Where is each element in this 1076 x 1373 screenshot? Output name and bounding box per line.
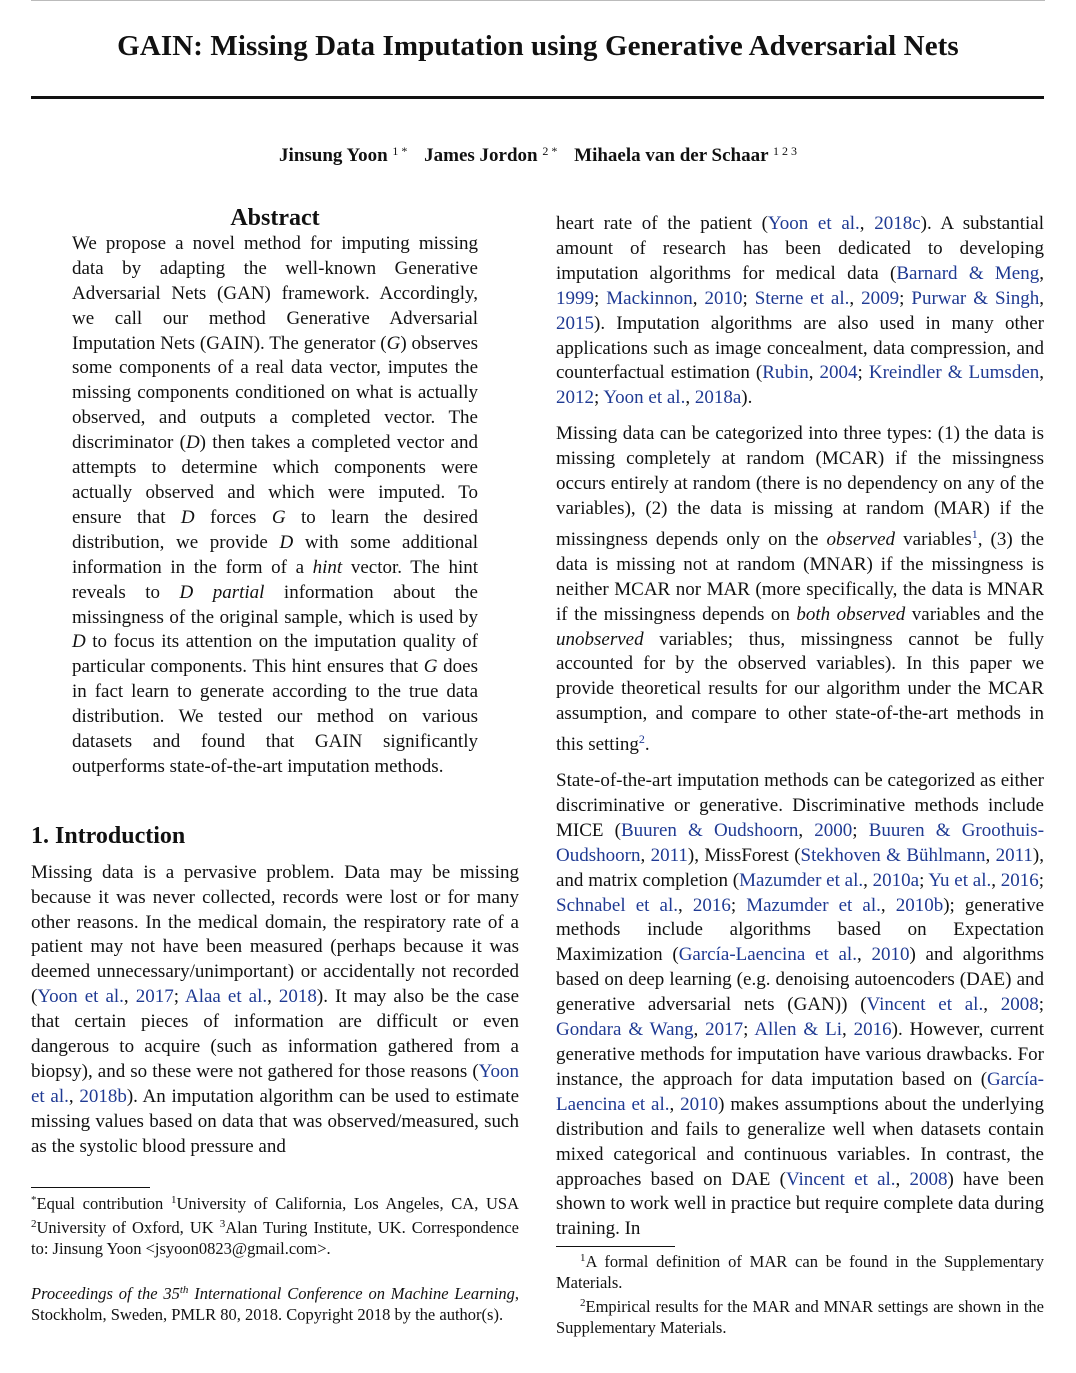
footnote-mark: 2 [31,1218,37,1230]
emphasis: partial [212,581,265,603]
text-run: Alan Turing Institute, UK. Correspondence to: Jinsung Yoon <jsyoon0823@gmail.com>. [31,1218,519,1258]
citation-link[interactable]: Vincent et al. [866,994,984,1016]
text-run: ; [857,362,869,384]
citation-link[interactable]: Yoon et al. [31,1061,519,1107]
text-run: th [179,1284,189,1296]
text-run: variables [895,528,972,550]
text-run: , [123,986,136,1008]
footnote-text: Empirical results for the MAR and MNAR settings are shown in the Supplementary Materials. [556,1297,1044,1337]
title-rule [31,96,1044,99]
author-affiliation: 1 2 3 [772,144,797,158]
citation-link[interactable]: 2010a [872,869,920,891]
text-run: ) have been shown to work well in practice but require complete data during training. In [556,1168,1044,1240]
text-run: ); generative methods include algorithms based on Expectation Maximization ( [556,894,1045,966]
text-run: ; [743,1019,755,1041]
text-run: Missing data can be categorized into three types: (1) the data is missing completely at random (MCAR) if the missingness occurs entirely at random (there is no dependency on any of the variables), (2) the data is missing at random (MAR) if the missingness depends only on the [556,423,1044,550]
citation-link[interactable]: 2018c [874,213,921,234]
emphasis: observed [826,528,896,550]
author-name-text: Mihaela van der Schaar [574,145,769,166]
intro-paragraph-3 [556,769,1044,1242]
text-run: , [849,287,862,309]
footnote-mark: 2 [580,1297,586,1309]
text-run: ; [742,287,755,309]
citation-link[interactable]: 2016 [1000,869,1039,891]
author-affiliation: 2 * [542,144,558,158]
text-run: We propose a novel method for imputing missing data by adapting the well-known Generative Adversarial Nets (GAN) framework. Accordingly, we call our method Generative Adversarial Imputation Nets (GAIN). The generator ( [72,232,478,354]
text-run: Proceedings of the [31,1284,164,1303]
text-run: , [1039,262,1044,284]
author-name [424,145,557,166]
math-symbol: G [386,332,401,354]
text-run: , [640,844,651,866]
intro-p1-left-tail: ). An imputation algorithm can be used to estimate missing values based on data that was observed/measured, such as the systolic blood pressure and [31,1085,520,1157]
text-run: , [693,1019,706,1041]
text-run: ; [899,287,912,309]
intro-p1-right-head: heart rate of the patient ( [556,213,768,234]
math-symbol: D [179,581,194,603]
text-run: ; [919,869,929,891]
text-run: ), and matrix completion ( [556,844,1044,891]
proceedings-note [31,1280,519,1325]
footnote-link[interactable]: 1 [971,526,978,541]
citation-link[interactable]: 2010 [704,287,743,309]
abstract-heading: Abstract [230,205,320,231]
text-run [193,582,212,603]
citation-link[interactable]: 1999 [556,287,594,309]
text-run: , [68,1085,80,1107]
text-run: , [692,287,705,309]
text-run: , [859,213,875,234]
citation-link[interactable]: 2011 [650,844,688,866]
left-footnotes [31,1187,519,1325]
citation-link[interactable]: Stekhoven & Bühlmann [800,844,986,866]
text-run: ), MissForest ( [687,844,801,866]
text-run: , [842,1019,854,1041]
math-symbol: D [279,531,294,553]
author-affiliation: 1 * [392,144,408,158]
text-run: , [983,994,1001,1016]
emphasis: hint [312,556,343,578]
math-symbol: G [423,656,438,678]
text-run: , [678,894,693,916]
citation-link[interactable]: 2011 [995,844,1033,866]
top-rule [31,0,1045,1]
text-run: vector. The hint reveals to [72,556,479,603]
text-run: . [644,734,650,756]
text-run: , [808,362,820,384]
citation-link[interactable]: Yoon et al. [767,213,860,234]
citation-link[interactable]: 2000 [814,819,853,841]
text-run: information about the missingness of the original sample, which is used by [72,581,478,628]
footnote-mark: 1 [580,1252,586,1264]
author-list [0,144,1076,167]
text-run: , [880,894,896,916]
citation-link[interactable]: 2018a [694,387,742,409]
citation-link[interactable]: Barnard & Meng [896,262,1040,284]
citation-link[interactable]: Vincent et al. [785,1168,896,1190]
footnote-mark: 3 [219,1218,226,1230]
text-run: ; [730,894,747,916]
citation-link[interactable]: Buuren & Groothuis-Oudshoorn [556,819,1045,866]
emphasis: unobserved [556,628,644,650]
citation-link[interactable]: 2015 [556,312,594,334]
footnote-rule [556,1246,675,1247]
text-run: , [1039,362,1045,384]
text-run: ; [173,986,185,1008]
citation-link[interactable]: Mazumder et al. [746,894,881,916]
citation-link[interactable]: García-Laencina et al. [556,1068,1044,1115]
citation-link[interactable]: Sterne et al. [754,287,850,309]
citation-link[interactable]: 2010 [871,944,910,966]
text-run: ; [594,287,607,309]
text-run: ). [741,387,753,409]
text-run: forces [194,506,272,528]
text-run: University of California, Los Angeles, CA, USA [176,1194,519,1213]
citation-link[interactable]: 2008 [909,1168,948,1190]
citation-link[interactable]: Rubin [762,362,809,384]
section-heading-introduction: 1. Introduction [31,822,186,849]
paragraph-gap [556,411,1044,422]
footnote-mark: 1 [170,1194,177,1206]
right-column [556,212,1044,1242]
text-run: , [991,869,1001,891]
text-run: , [267,986,279,1008]
text-run: University of Oxford, UK [36,1218,220,1237]
citation-link[interactable]: Schnabel et al. [556,894,678,916]
text-run: variables; thus, missingness cannot be fully accounted for by the observed variables). In this paper we provide theoretical results for our algorithm under the MCAR assumption, and compare to other state-of-the-art methods in this setting [556,628,1044,756]
left-column [31,206,519,1160]
text-run: , [1039,287,1045,309]
math-symbol: D [185,432,200,454]
text-run: , Stockholm, Sweden, PMLR 80, 2018. Copyright 2018 by the author(s). [31,1284,520,1324]
author-name-text: Jinsung Yoon [279,145,388,166]
text-run: ; [852,819,869,841]
footnote-rule [31,1187,150,1188]
author-name [574,145,797,166]
intro-paragraph-1 [31,861,519,1160]
footnote-list [556,1248,1044,1338]
text-run: with some additional information in the form of a [72,531,478,578]
citation-link[interactable]: Yoon et al. [37,986,124,1008]
text-run: ). Imputation algorithms are also used in many other applications such as image concealment, data compression, and counterfactual estimation ( [556,312,1044,384]
citation-link[interactable]: 2016 [692,894,731,916]
text-run: , [685,387,695,409]
citation-link[interactable]: 2018 [278,986,317,1008]
text-run: variables and the [905,603,1044,625]
citation-link[interactable]: Allen & Li [754,1019,843,1041]
citation-link[interactable]: 2018b [79,1085,127,1107]
text-run: , [798,819,815,841]
intro-paragraph-2 [556,422,1044,758]
citation-link[interactable]: Mazumder et al. [739,869,864,891]
abstract [72,232,478,780]
citation-link[interactable]: Mackinnon [606,287,693,309]
citation-link[interactable]: García-Laencina et al. [678,944,857,966]
text-run: Equal contribution [36,1194,171,1213]
text-run: Missing data is a pervasive problem. Data may be missing because it was never collected, records were lost or for many other reasons. In the medical domain, the respiratory rate of a patient may not have been measured (perhaps because it was deemed unnecessary/unimportant) or accidentally not recorded ( [31,861,519,1008]
text-run: , [856,944,872,966]
text-run: State-of-the-art imputation methods can be categorized as either discriminative or generative. Discriminative methods include MICE ( [556,770,1044,841]
text-run: , (3) the data is missing not at random (MNAR) if the missingness is neither MCAR nor MAR (more specifically, the data is MNAR if the missingness depends on [556,528,1044,625]
affiliations-footnote [31,1190,519,1325]
citation-link[interactable]: 2009 [861,287,900,309]
citation-link[interactable]: Yoon et al. [603,387,686,409]
text-run: ) then takes a completed vector and attempts to determine which components were actually observed and which were imputed. To ensure that [72,432,478,528]
text-run: 35 [163,1284,180,1303]
text-run: ) makes assumptions about the underlying distribution and fails to generalize well when datasets contain mixed categorical and continuous variables. In contrast, the approaches based on DAE ( [556,1093,1045,1190]
citation-link[interactable]: Gondara & Wang [556,1019,694,1041]
text-run: International Conference on Machine Learning [188,1284,515,1303]
citation-link[interactable]: 2012 [556,387,594,409]
text-run: ). A substantial amount of research has been dedicated to developing imputation algorithms for medical data ( [556,213,1044,284]
text-run: to learn the desired distribution, we provide [72,506,478,553]
citation-link[interactable]: Kreindler & Lumsden [868,362,1040,384]
footnote-2 [556,1293,1044,1338]
text-run: ; [1038,869,1045,891]
paragraph-gap [556,758,1044,769]
text-run: ; [1038,994,1044,1016]
text-run: , [985,844,996,866]
text-run: , [863,869,873,891]
math-symbol: D [72,631,86,653]
citation-link[interactable]: Purwar & Singh [911,287,1040,309]
text-run: ; [594,387,604,409]
citation-link[interactable]: Yu et al. [928,869,992,891]
citation-link[interactable]: 2008 [1000,994,1039,1016]
text-run: , [895,1168,910,1190]
citation-link[interactable]: Alaa et al. [184,986,268,1008]
emphasis: both observed [796,603,906,625]
author-name-text: James Jordon [424,145,538,166]
text-run: ). However, current generative methods for imputation have various drawbacks. For instance, the approach for data imputation based on ( [556,1019,1044,1090]
right-footnotes [556,1246,1044,1338]
text-run: , [669,1093,681,1115]
citation-link[interactable]: 2017 [135,986,174,1008]
text-run: does in fact learn to generate according to the true data distribution. We tested our method on various datasets and found that GAIN significantly outperforms state-of-the-art imputation methods. [72,656,479,777]
math-symbol: G [271,506,286,528]
citation-link[interactable]: 2017 [705,1019,744,1041]
citation-link[interactable]: 2010b [895,894,944,916]
abstract-text [72,232,478,780]
text-run: ) and algorithms based on deep learning (e.g. denoising autoencoders (DAE) and generative adversarial nets (GAN)) ( [556,944,1045,1016]
citation-link[interactable]: 2010 [680,1093,719,1115]
intro-paragraph-1-continued [556,212,1044,411]
math-symbol: D [180,506,195,528]
citation-link[interactable]: 2016 [853,1019,892,1041]
footnote-text: A formal definition of MAR can be found in the Supplementary Materials. [556,1252,1044,1292]
footnote-mark: * [31,1194,37,1206]
text-run: ) observes some components of a real data vector, imputes the missing components conditioned on what is actually observed, and outputs a completed vector. The discriminator ( [72,332,479,454]
footnote-1 [556,1248,1044,1293]
text-run: to focus its attention on the imputation quality of particular components. This hint ensures that [72,631,478,678]
author-name [279,145,407,166]
text-run: ). It may also be the case that certain pieces of information are difficult or even dangerous to acquire (such as information gathered from a biopsy), and so these were not gathered for those reasons ( [31,986,519,1082]
citation-link[interactable]: Buuren & Oudshoorn [620,819,799,841]
citation-link[interactable]: 2004 [819,362,858,384]
footnote-link[interactable]: 2 [638,732,645,747]
paper-title: GAIN: Missing Data Imputation using Generative Adversarial Nets [117,30,959,62]
